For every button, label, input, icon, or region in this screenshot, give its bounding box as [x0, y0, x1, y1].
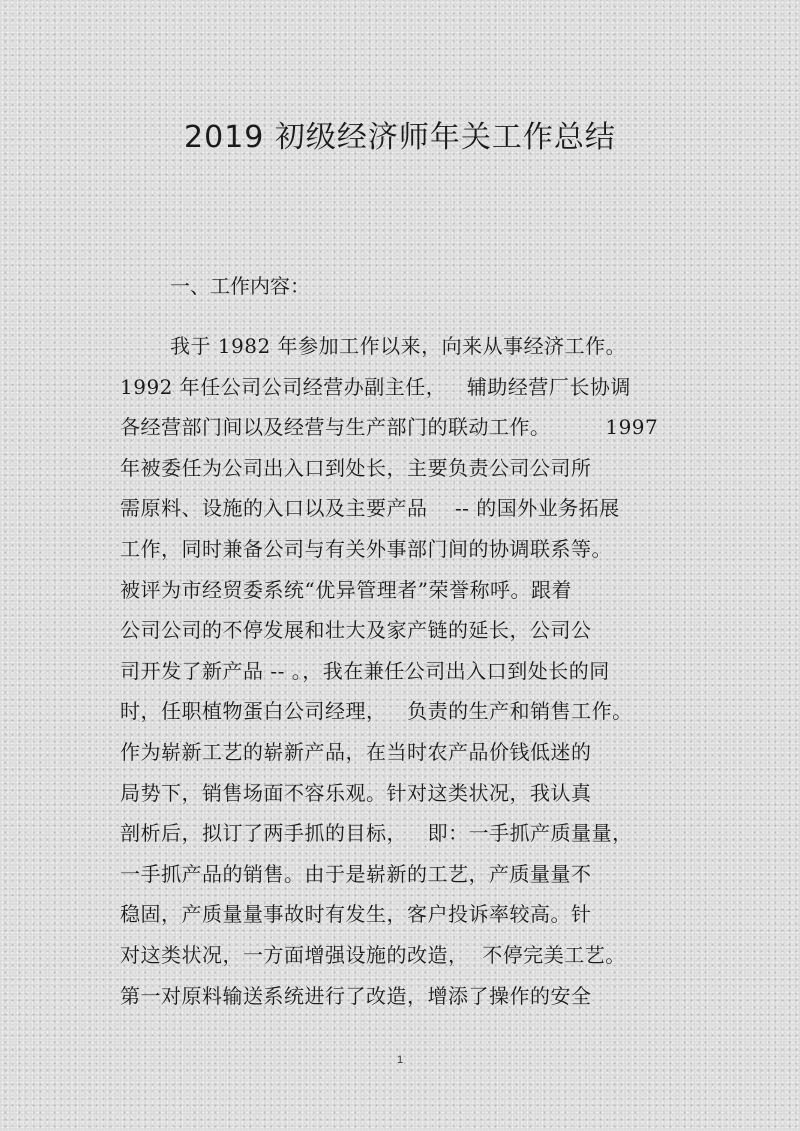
- body-line: 1992 年任公司公司经营办副主任， 辅助经营厂长协调: [120, 374, 631, 399]
- body-line: 一手抓产品的销售。由于是崭新的工艺，产质量量不: [120, 861, 592, 886]
- body-line: 第一对原料输送系统进行了改造，增添了操作的安全: [120, 983, 592, 1008]
- body-line: 需原料、设施的入口以及主要产品 -- 的国外业务拓展: [120, 496, 620, 521]
- body-line: 司开发了新产品 -- 。，我在兼任公司出入口到处长的同: [120, 658, 610, 683]
- body-line: 稳固，产质量量事故时有发生，客户投诉率较高。针: [120, 902, 592, 927]
- body-line: 各经营部门间以及经营与生产部门的联动工作。 1997: [120, 415, 659, 440]
- body-line: 对这类状况，一方面增强设施的改造， 不停完美工艺。: [120, 942, 626, 967]
- body-line: 工作，同时兼备公司与有关外事部门间的协调联系等。: [120, 536, 612, 561]
- body-line: 时，任职植物蛋白公司经理， 负责的生产和销售工作。: [120, 699, 633, 724]
- body-line: 被评为市经贸委系统“优异管理者”荣誉称呼。跟着: [120, 577, 572, 602]
- section-heading: 一、工作内容：: [170, 274, 310, 298]
- body-line: 剖析后，拟订了两手抓的目标， 即：一手抓产质量量，: [120, 821, 633, 846]
- body-line: 作为崭新工艺的崭新产品，在当时农产品价钱低迷的: [120, 739, 592, 764]
- body-line: 我于 1982 年参加工作以来，向来从事经济工作。: [170, 334, 627, 358]
- body-line: 年被委任为公司出入口到处长，主要负责公司公司所: [120, 455, 592, 480]
- body-line: 公司公司的不停发展和壮大及家产链的延长，公司公: [120, 618, 592, 643]
- page-number: 1: [396, 1054, 404, 1066]
- body-text: [120, 326, 700, 1016]
- body-line: 局势下，销售场面不容乐观。针对这类状况，我认真: [120, 780, 592, 805]
- document-title: 2019 初级经济师年关工作总结: [184, 120, 616, 155]
